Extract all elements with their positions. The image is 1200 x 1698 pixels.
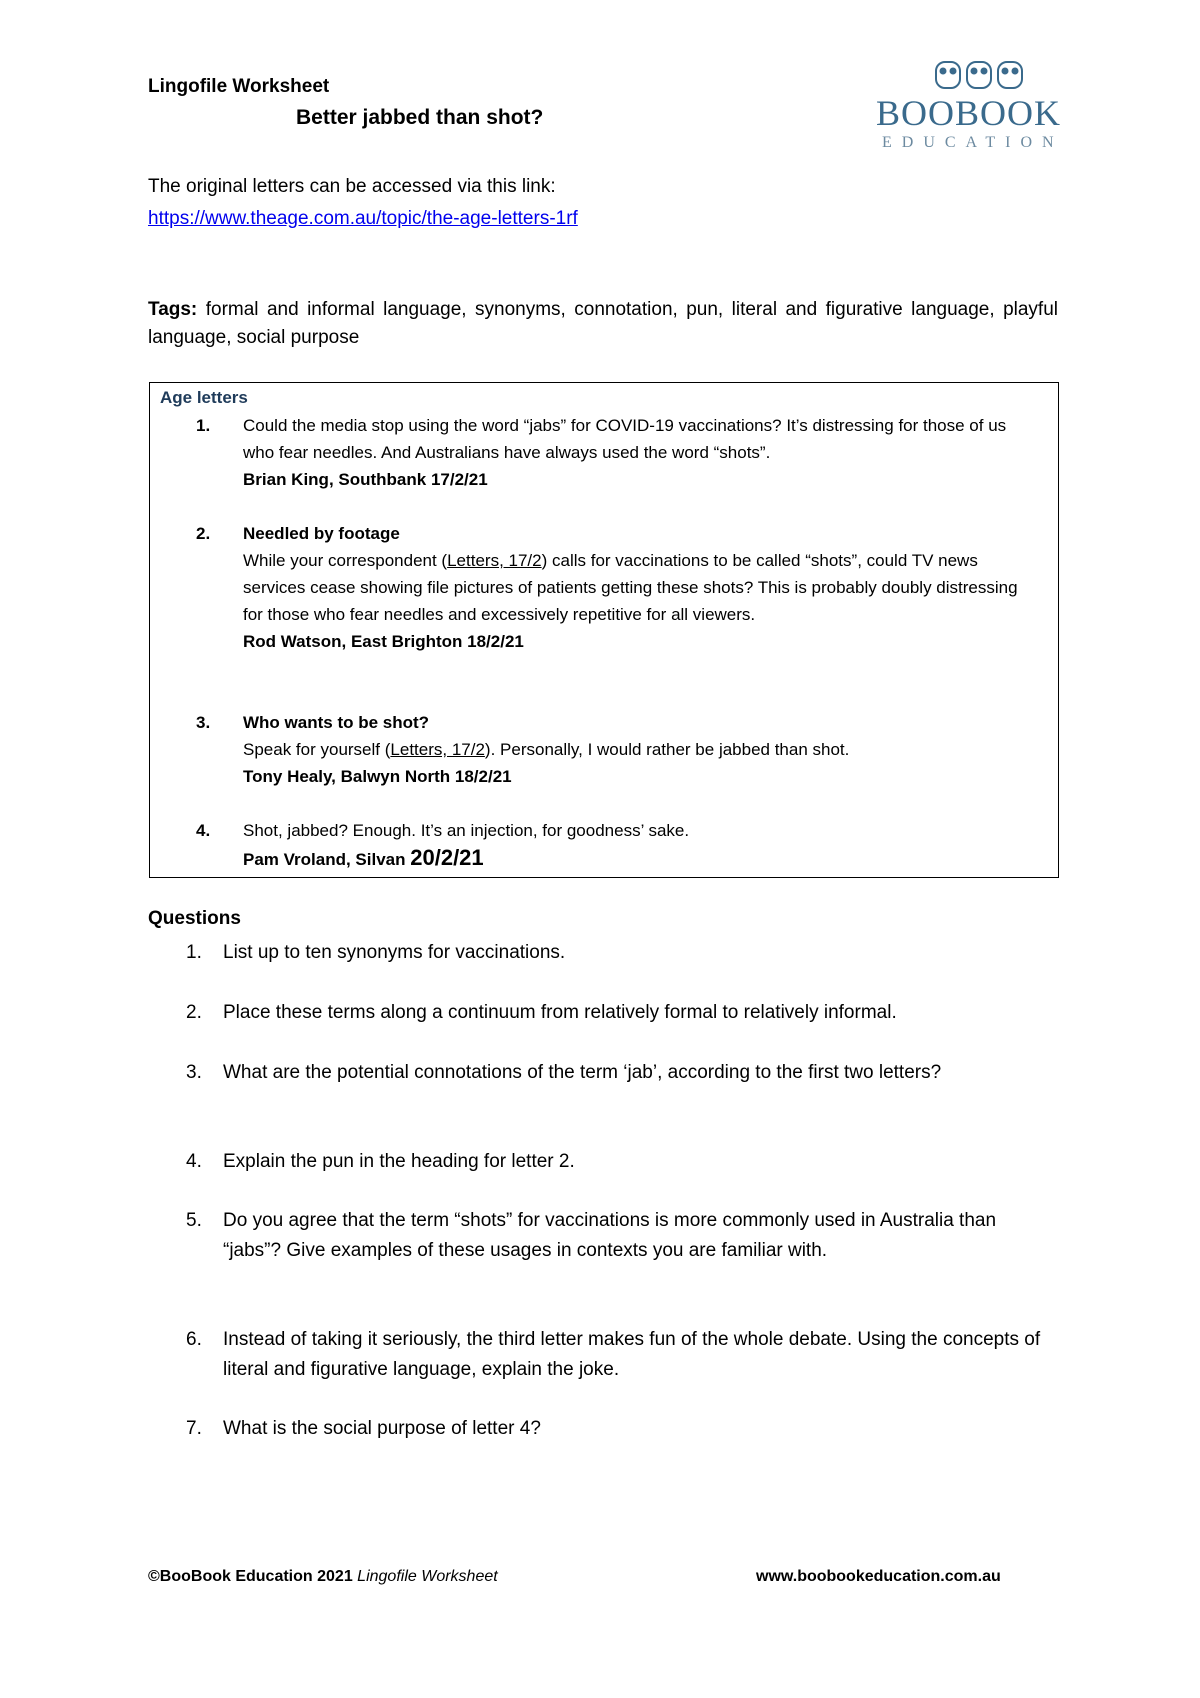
letter-heading: Needled by footage (243, 524, 400, 543)
age-letters-box (149, 382, 1059, 878)
tags-paragraph (148, 296, 1058, 352)
question-text: Instead of taking it seriously, the third letter makes fun of the whole debate. Using the concepts of literal and figurative language, explain the joke. (223, 1329, 1041, 1380)
letter-text: Shot, jabbed? Enough. It’s an injection, for goodness’ sake. (243, 821, 690, 840)
letter-number: 3. (196, 713, 211, 732)
letter-text-post: ). Personally, I would rather be jabbed than shot. (484, 740, 850, 759)
letter-text-pre: While your correspondent ( (243, 551, 448, 570)
question-text: Place these terms along a continuum from relatively formal to relatively informal. (223, 1002, 897, 1023)
letter-text: Could the media stop using the word “jabs” for COVID-19 vaccinations? It’s distressing for those of us who fear needles. And Australians have always used the word “shots”. (243, 416, 1007, 462)
owls-icon (934, 58, 1024, 92)
letter-text (243, 736, 1040, 763)
question-number: 3. (186, 1062, 202, 1083)
question-item (186, 998, 1056, 1028)
box-title: Age letters (160, 388, 248, 407)
question-text: What is the social purpose of letter 4? (223, 1418, 541, 1439)
tags-text: formal and informal language, synonyms, connotation, pun, literal and figurative language, playful language, social purpose (148, 299, 1058, 348)
copyright-text: ©BooBook Education 2021 (148, 1568, 353, 1585)
question-item (186, 1414, 1056, 1444)
question-number: 1. (186, 942, 202, 963)
letter-3 (160, 709, 1040, 790)
question-number: 4. (186, 1151, 202, 1172)
question-item (186, 938, 1056, 968)
letter-reference: Letters, 17/2 (390, 740, 485, 759)
question-item (186, 1206, 1056, 1266)
footer-website: www.boobookeducation.com.au (756, 1568, 1001, 1585)
letter-number: 2. (196, 524, 211, 543)
question-number: 5. (186, 1210, 202, 1231)
letter-author-date: 20/2/21 (410, 845, 484, 870)
original-letters-link[interactable]: https://www.theage.com.au/topic/the-age-letters-1rf (148, 208, 578, 229)
question-number: 2. (186, 1002, 202, 1023)
boobook-logo (876, 56, 1076, 156)
letter-author (243, 844, 1040, 873)
letter-text-post: ) calls for vaccinations to be called “shots”, could TV news services cease showing file pictures of patients getting these shots? This is probably doubly distressing for those who fear needles and excessively repetitive for all viewers. (243, 551, 1018, 624)
logo-wordmark: BOOBOOK (876, 93, 1062, 133)
question-number: 6. (186, 1329, 202, 1350)
letter-author-name: Pam Vroland, Silvan (243, 850, 406, 869)
question-item (186, 1058, 1056, 1088)
question-item (186, 1147, 1056, 1177)
question-text: What are the potential connotations of the term ‘jab’, according to the first two letters? (223, 1062, 942, 1083)
question-item (186, 1325, 1056, 1385)
letter-author: Rod Watson, East Brighton 18/2/21 (243, 632, 524, 651)
question-text: List up to ten synonyms for vaccinations. (223, 942, 566, 963)
letter-text-pre: Speak for yourself ( (243, 740, 391, 759)
letter-1 (160, 412, 1040, 493)
letter-heading: Who wants to be shot? (243, 713, 430, 732)
worksheet-label: Lingofile Worksheet (148, 76, 330, 97)
letter-reference: Letters, 17/2 (447, 551, 542, 570)
page-title: Better jabbed than shot? (296, 106, 544, 129)
question-text: Explain the pun in the heading for letter 2. (223, 1151, 575, 1172)
question-text: Do you agree that the term “shots” for vaccinations is more commonly used in Australia than “jabs”? Give examples of these usages in contexts you are familiar with. (223, 1210, 997, 1261)
letter-2 (160, 520, 1040, 655)
letter-number: 1. (196, 416, 211, 435)
questions-title: Questions (148, 908, 241, 929)
letter-4 (160, 817, 1040, 873)
letter-text (243, 547, 1040, 628)
tags-label: Tags: (148, 299, 198, 320)
letter-author: Tony Healy, Balwyn North 18/2/21 (243, 767, 512, 786)
copyright-italic: Lingofile Worksheet (357, 1568, 498, 1585)
question-number: 7. (186, 1418, 202, 1439)
intro-text: The original letters can be accessed via this link: (148, 176, 556, 197)
letter-number: 4. (196, 821, 211, 840)
letter-author: Brian King, Southbank 17/2/21 (243, 470, 488, 489)
logo-subtitle: EDUCATION (882, 134, 1064, 151)
footer-copyright (148, 1568, 498, 1586)
